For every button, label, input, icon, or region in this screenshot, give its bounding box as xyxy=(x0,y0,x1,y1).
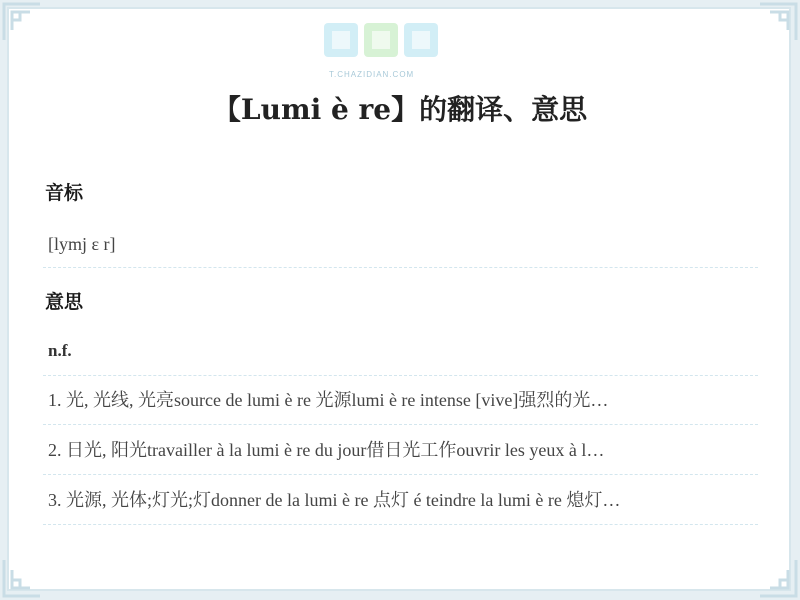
corner-ornament-icon xyxy=(0,0,44,44)
phonetic-value: [lymj ε r] xyxy=(43,228,758,268)
meaning-heading: 意思 xyxy=(45,291,84,313)
meaning-item: 3. 光源, 光体;灯光;灯donner de la lumi è re 点灯 é teindre la lumi è re 熄灯… xyxy=(43,477,758,525)
meaning-item: 1. 光, 光线, 光亮source de lumi è re 光源lumi è re intense [vive]强烈的光… xyxy=(43,377,758,425)
watermark-text: T.CHAZIDIAN.COM xyxy=(329,70,415,79)
corner-ornament-icon xyxy=(0,556,44,600)
phonetic-heading: 音标 xyxy=(45,182,84,204)
page-title: 【Lumi è re】的翻译、意思 xyxy=(212,93,588,126)
corner-ornament-icon xyxy=(756,0,800,44)
corner-ornament-icon xyxy=(756,556,800,600)
part-of-speech: n.f. xyxy=(43,332,758,376)
meaning-item: 2. 日光, 阳光travailler à la lumi è re du jour借日光工作ouvrir les yeux à l… xyxy=(43,427,758,475)
